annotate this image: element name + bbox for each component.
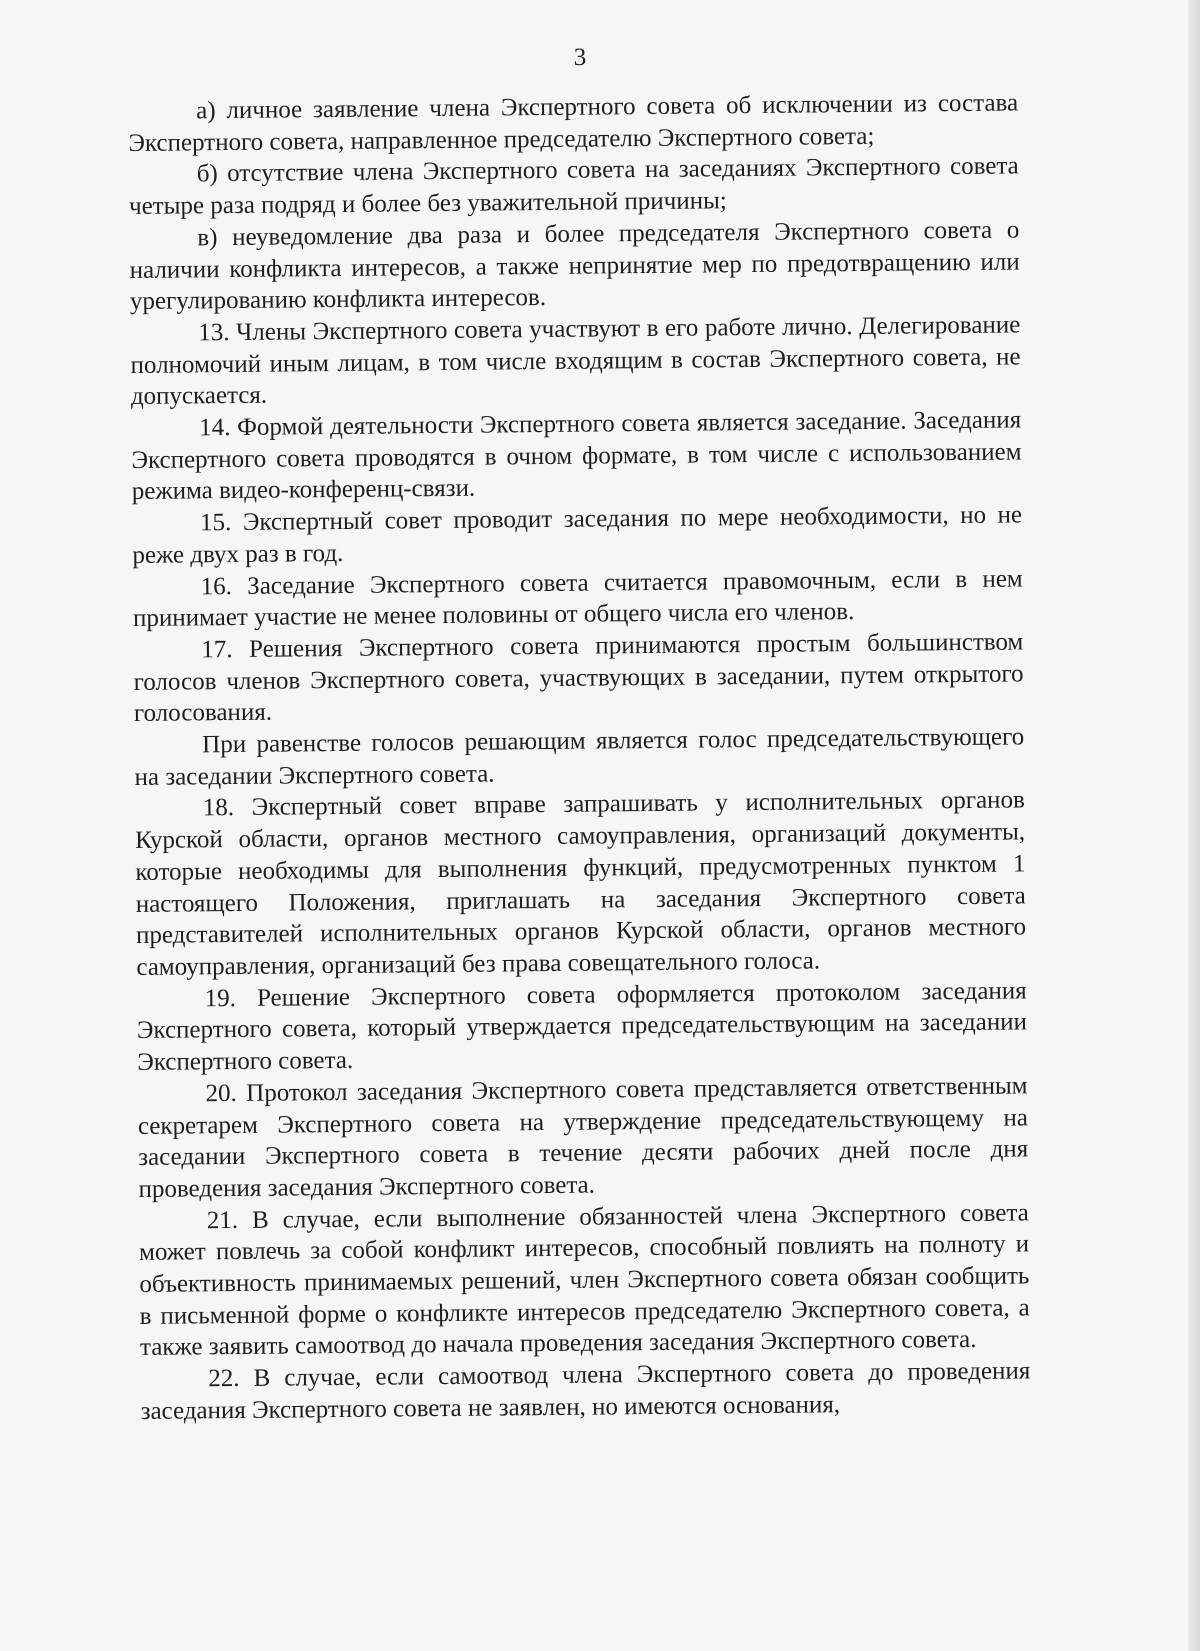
paragraph-18: 18. Экспертный совет вправе запрашивать у исполнительных органов Курской области, органов местного самоуправления, организаций документы, которые необходимы для выполнения функций, предусмотренных пунктом 1 настоящего Положения, приглашать на заседания Экспертного совета представителей исполнительных органов Курской области, органов местного самоуправления, организаций без права совещательного голоса. [135, 786, 1027, 981]
page-number: 3 [573, 44, 587, 71]
paragraph-17: 17. Решения Экспертного совета принимаются простым большинством голосов членов Экспертного совета, участвующих в заседании, путем открытого голосования. [133, 628, 1024, 728]
document-body [128, 87, 1031, 1427]
paragraph-v: в) неуведомление два раза и более председателя Экспертного совета о наличии конфликта интересов, а также непринятие мер по предотвращению или урегулированию конфликта интересов. [129, 216, 1020, 316]
paragraph-17-tie-vote: При равенстве голосов решающим является голос председательствующего на заседании Экспертного совета. [134, 723, 1025, 791]
paragraph-16: 16. Заседание Экспертного совета считается правомочным, если в нем принимает участие не менее половины от общего числа его членов. [132, 564, 1023, 633]
paragraph-21: 21. В случае, если выполнение обязанностей члена Экспертного совета может повлечь за собой конфликт интересов, способный повлиять на полноту и объективность принимаемых решений, член Экспертного совета обязан сообщить в письменной форме о конфликте интересов председателю Экспертного совета, а также заявить самоотвод до начала проведения заседания Экспертного совета. [138, 1199, 1030, 1362]
paragraph-b: б) отсутствие члена Экспертного совета на заседаниях Экспертного совета четыре раза подряд и более без уважительной причины; [128, 152, 1019, 221]
page-edge-shadow [1188, 0, 1200, 1651]
paragraph-a: а) личное заявление члена Экспертного совета об исключении из состава Экспертного совета, направленное председателю Экспертного совета; [128, 89, 1019, 157]
paragraph-22: 22. В случае, если самоотвод члена Экспертного совета до проведения заседания Экспертного совета не заявлен, но имеются основания, [140, 1357, 1031, 1425]
paragraph-13: 13. Члены Экспертного совета участвуют в его работе лично. Делегирование полномочий иным лицам, в том числе входящим в состав Экспертного совета, не допускается. [130, 311, 1021, 411]
paragraph-19: 19. Решение Экспертного совета оформляется протоколом заседания Экспертного совета, который утверждается председательствующим на заседании Экспертного совета. [136, 977, 1028, 1077]
paragraph-14: 14. Формой деятельности Экспертного совета является заседание. Заседания Экспертного совета проводятся в очном формате, в том числе с использованием режима видео-конференц-связи. [131, 406, 1022, 506]
paragraph-15: 15. Экспертный совет проводит заседания по мере необходимости, но не реже двух раз в год. [132, 501, 1023, 569]
paragraph-20: 20. Протокол заседания Экспертного совета представляется ответственным секретарем Экспертного совета на утверждение председательствующему на заседании Экспертного совета в течение десяти рабочих дней после дня проведения заседания Экспертного совета. [137, 1072, 1029, 1203]
